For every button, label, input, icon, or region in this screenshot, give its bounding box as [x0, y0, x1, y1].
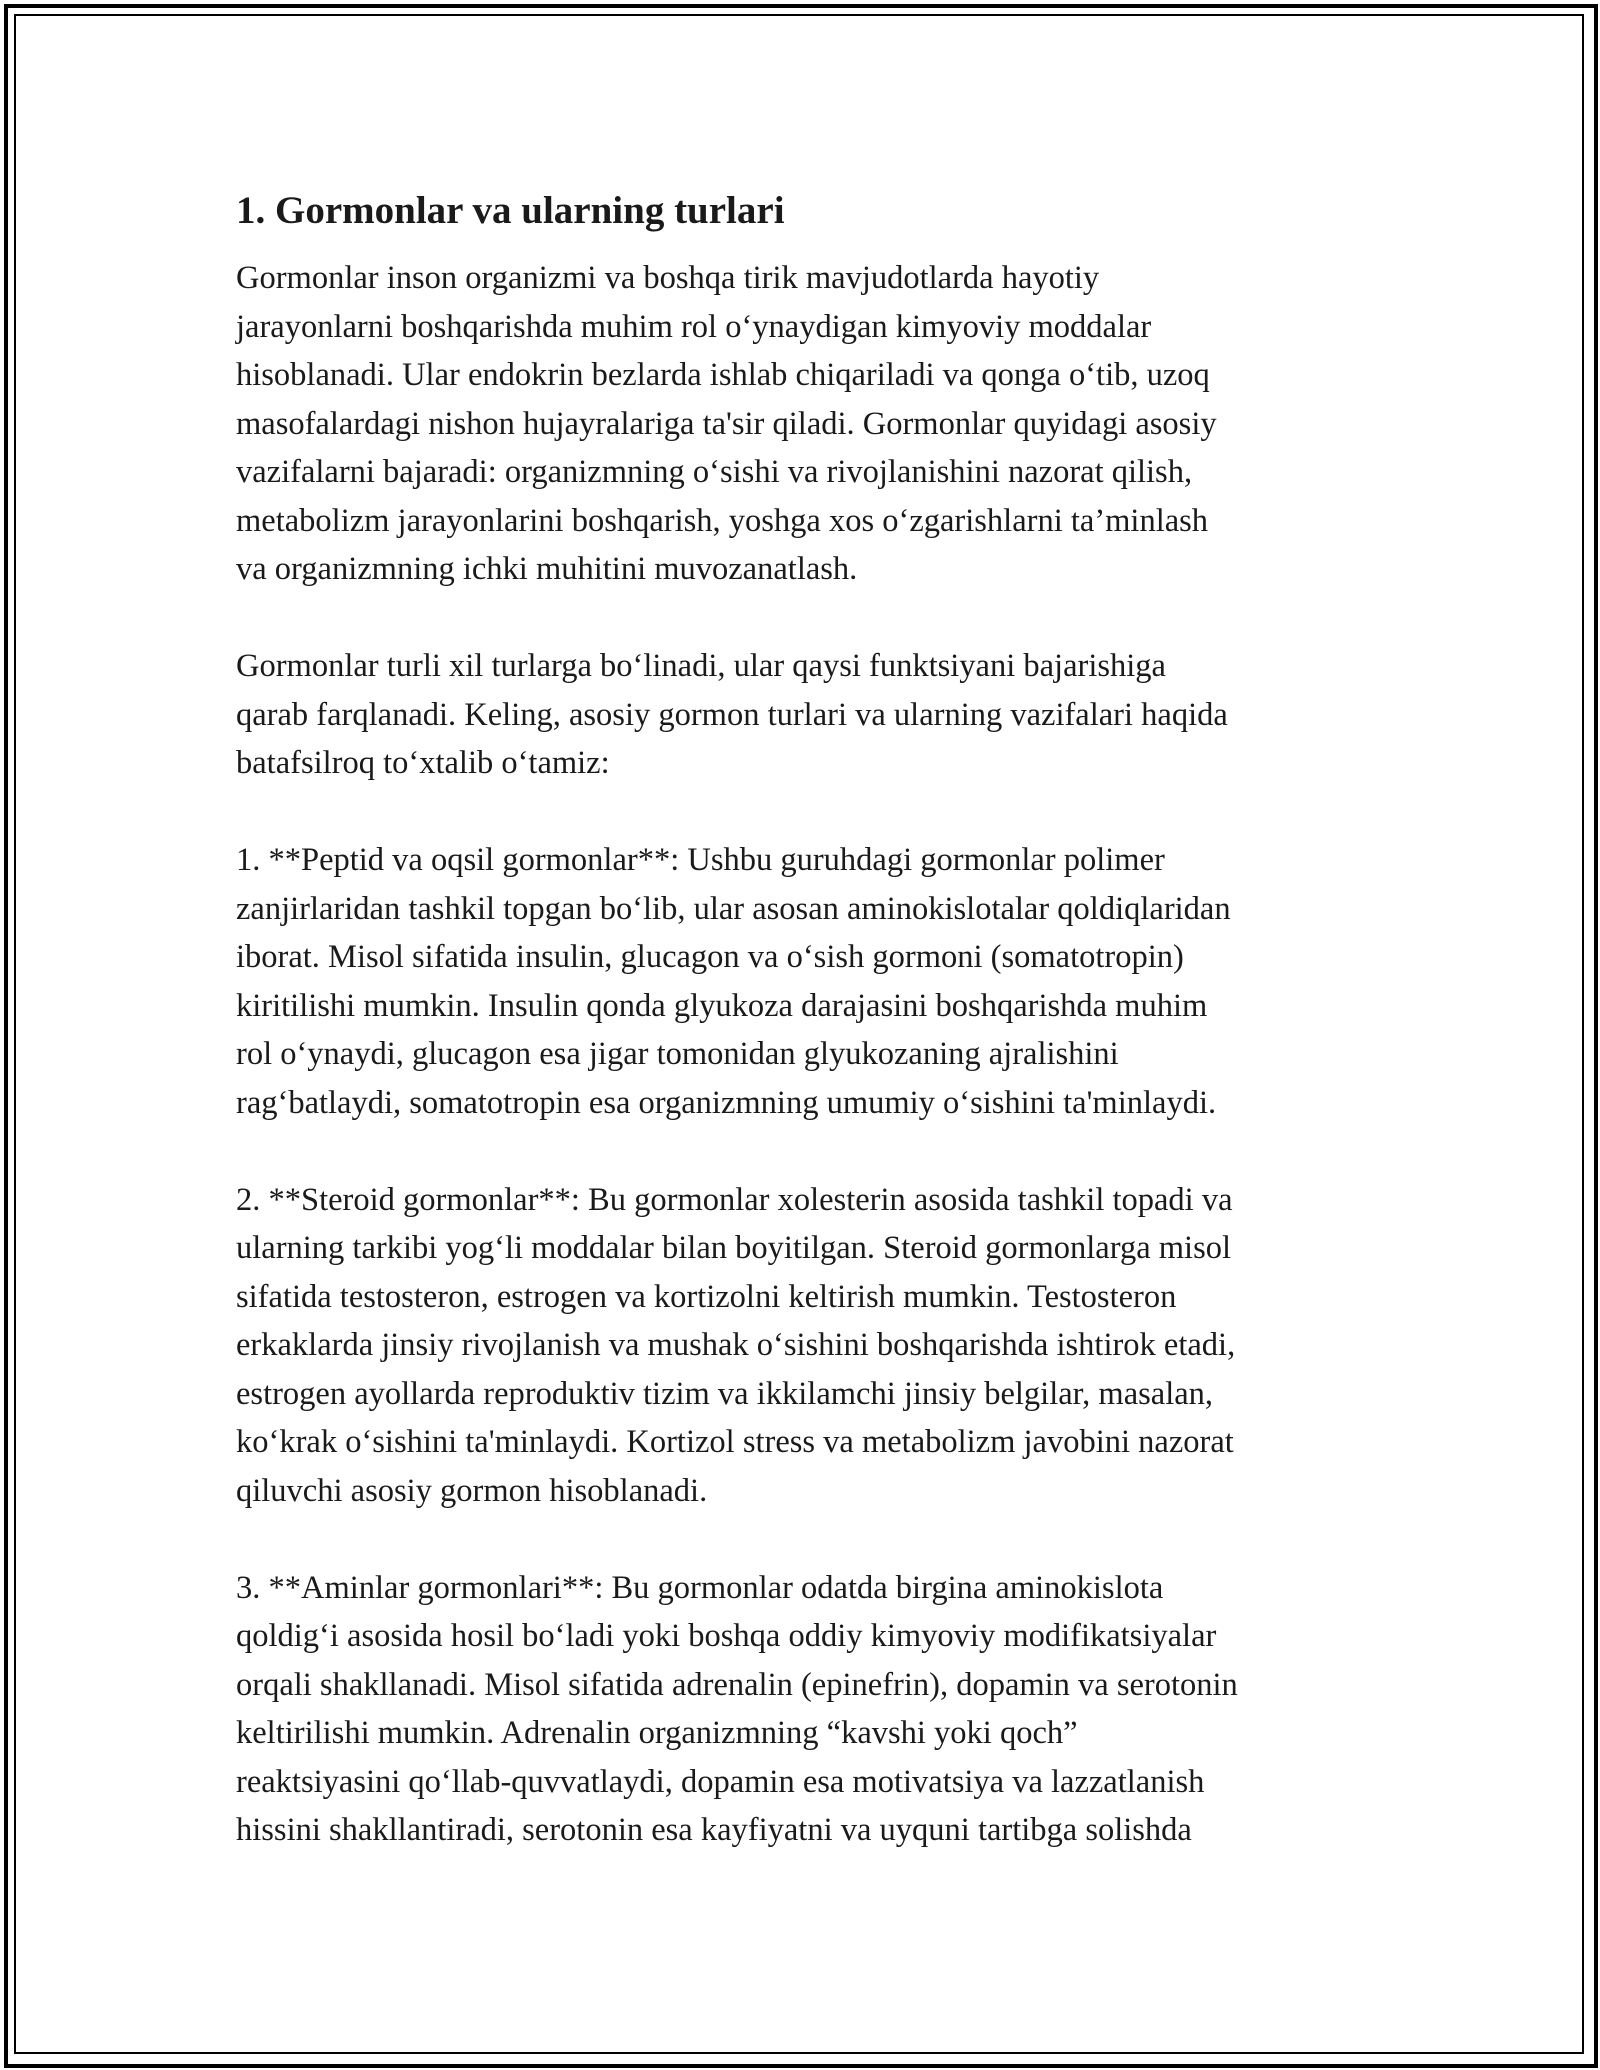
text-line: va organizmning ichki muhitini muvozanatlash.: [236, 551, 858, 587]
text-line: 3. **Aminlar gormonlari**: Bu gormonlar odatda birgina aminokislota: [236, 1569, 1164, 1606]
text-line: hissini shakllantiradi, serotonin esa kayfiyatni va uyquni tartibga solishda: [236, 1812, 1192, 1848]
text-line: qiluvchi asosiy gormon hisoblanadi.: [236, 1472, 708, 1509]
text-line: jarayonlarni boshqarishda muhim rol o‘ynaydigan kimyoviy moddalar: [236, 308, 1152, 345]
text-line: estrogen ayollarda reproduktiv tizim va ikkilamchi jinsiy belgilar, masalan,: [236, 1375, 1214, 1412]
text-line: kiritilishi mumkin. Insulin qonda glyukoza darajasini boshqarishda muhim: [236, 987, 1208, 1024]
text-line: 2. **Steroid gormonlar**: Bu gormonlar xolesterin asosida tashkil topadi va: [236, 1181, 1233, 1218]
paragraph-peptide-hormones: [236, 836, 1406, 1127]
text-line: keltirilishi mumkin. Adrenalin organizmning “kavshi yoki qoch”: [236, 1715, 1078, 1751]
text-line: iborat. Misol sifatida insulin, glucagon va o‘sish gormoni (somatotropin): [236, 939, 1184, 975]
text-line: erkaklarda jinsiy rivojlanish va mushak o‘sishini boshqarishda ishtirok etadi,: [236, 1327, 1236, 1363]
paragraph-steroid-hormones: [236, 1176, 1406, 1516]
text-line: vazifalarni bajaradi: organizmning o‘sishi va rivojlanishini nazorat qilish,: [236, 454, 1193, 490]
document-body: [236, 186, 1406, 1903]
text-line: qoldig‘i asosida hosil bo‘ladi yoki boshqa oddiy kimyoviy modifikatsiyalar: [236, 1618, 1217, 1654]
text-line: masofalardagi nishon hujayralariga ta'sir qiladi. Gormonlar quyidagi asosiy: [236, 405, 1217, 442]
paragraph-intro: [236, 254, 1406, 594]
text-line: metabolizm jarayonlarini boshqarish, yoshga xos o‘zgarishlarni ta’minlash: [236, 502, 1209, 539]
text-line: sifatida testosteron, estrogen va kortizolni keltirish mumkin. Testosteron: [236, 1278, 1177, 1315]
text-line: 1. **Peptid va oqsil gormonlar**: Ushbu guruhdagi gormonlar polimer: [236, 842, 1165, 878]
text-line: Gormonlar inson organizmi va boshqa tirik mavjudotlarda hayotiy: [236, 260, 1100, 296]
paragraph-types-intro: [236, 642, 1406, 788]
text-line: batafsilroq to‘xtalib o‘tamiz:: [236, 745, 610, 781]
text-line: hisoblanadi. Ular endokrin bezlarda ishlab chiqariladi va qonga o‘tib, uzoq: [236, 357, 1210, 393]
text-line: qarab farqlanadi. Keling, asosiy gormon turlari va ularning vazifalari haqida: [236, 696, 1228, 733]
text-line: rag‘batlaydi, somatotropin esa organizmning umumiy o‘sishini ta'minlaydi.: [236, 1084, 1217, 1121]
section-heading: 1. Gormonlar va ularning turlari: [236, 189, 785, 232]
text-line: zanjirlaridan tashkil topgan bo‘lib, ular asosan aminokislotalar qoldiqlaridan: [236, 890, 1231, 927]
text-line: Gormonlar turli xil turlarga bo‘linadi, ular qaysi funktsiyani bajarishiga: [236, 648, 1166, 684]
text-line: ularning tarkibi yog‘li moddalar bilan boyitilgan. Steroid gormonlarga misol: [236, 1230, 1231, 1266]
text-line: reaktsiyasini qo‘llab-quvvatlaydi, dopamin esa motivatsiya va lazzatlanish: [236, 1763, 1205, 1800]
text-line: rol o‘ynaydi, glucagon esa jigar tomonidan glyukozaning ajralishini: [236, 1036, 1119, 1072]
text-line: orqali shakllanadi. Misol sifatida adrenalin (epinefrin), dopamin va serotonin: [236, 1666, 1238, 1703]
paragraph-amine-hormones: [236, 1564, 1406, 1855]
text-line: ko‘krak o‘sishini ta'minlaydi. Kortizol stress va metabolizm javobini nazorat: [236, 1424, 1234, 1460]
